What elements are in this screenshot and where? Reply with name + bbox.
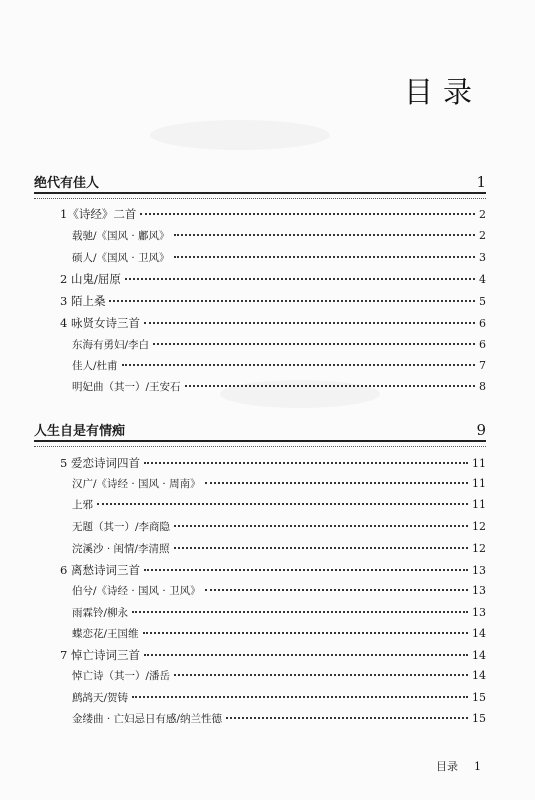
toc-entry (72, 250, 486, 265)
entry-title: 金缕曲 · 亡妇忌日有感/纳兰性德 (72, 713, 223, 725)
entry-title: 佳人/杜甫 (72, 360, 118, 372)
entry-page: 2 (479, 208, 486, 221)
toc-entry (72, 626, 486, 641)
entry-page: 11 (472, 498, 486, 511)
entry-title: 汉广/《诗经 · 国风 · 周南》 (72, 478, 201, 490)
section-rule (34, 192, 486, 194)
entry-page: 3 (479, 251, 486, 264)
entry-page: 14 (472, 649, 486, 662)
entry-page: 8 (479, 380, 486, 393)
leader-dots (143, 632, 468, 634)
entry-title: 1《诗经》二首 (60, 207, 137, 221)
section-title: 人生自是有情痴 (34, 424, 126, 439)
toc-entry (72, 476, 486, 491)
entry-page: 6 (479, 338, 486, 351)
entry-title: 5 爱恋诗词四首 (60, 456, 140, 470)
toc-entry (60, 206, 486, 222)
toc-entry (60, 647, 486, 663)
toc-entry (72, 228, 486, 243)
leader-dots (153, 343, 475, 345)
leader-dots (144, 322, 475, 324)
entry-page: 7 (479, 359, 486, 372)
entry-title: 硕人/《国风 · 卫风》 (72, 252, 170, 264)
leader-dots (97, 503, 468, 505)
toc-entry (60, 315, 486, 331)
entry-page: 12 (472, 520, 486, 533)
leader-dots (144, 462, 468, 464)
leader-dots (140, 213, 475, 215)
section-rule (34, 440, 486, 442)
toc-entry (72, 711, 486, 726)
toc-entry (72, 497, 486, 512)
entry-page: 11 (472, 477, 486, 490)
leader-dots (125, 278, 475, 280)
entry-title: 上邪 (72, 499, 93, 511)
entry-title: 载驰/《国风 · 鄘风》 (72, 230, 170, 242)
toc-entry (60, 271, 486, 287)
entry-page: 13 (472, 584, 486, 597)
leader-dots (122, 364, 475, 366)
entry-page: 6 (479, 317, 486, 330)
toc-entry (72, 379, 486, 394)
entry-page: 15 (472, 712, 486, 725)
leader-dots (174, 525, 468, 527)
toc-entry (72, 358, 486, 373)
toc-entry (60, 293, 486, 309)
leader-dots (109, 300, 475, 302)
entry-title: 伯兮/《诗经 · 国风 · 卫风》 (72, 585, 201, 597)
entry-title: 蝶恋花/王国维 (72, 628, 139, 640)
entry-title: 东海有勇妇/李白 (72, 339, 150, 351)
entry-page: 14 (472, 669, 486, 682)
leader-dots (174, 674, 468, 676)
entry-title: 悼亡诗（其一）/潘岳 (72, 670, 171, 682)
section-dotted-rule (34, 446, 486, 447)
toc-entry (72, 519, 486, 534)
leader-dots (226, 717, 468, 719)
entry-page: 2 (479, 229, 486, 242)
leader-dots (205, 589, 468, 591)
toc-entry (72, 583, 486, 598)
entry-title: 4 咏贤女诗三首 (60, 316, 140, 330)
section-dotted-rule (34, 198, 486, 199)
leader-dots (174, 547, 468, 549)
entry-page: 5 (479, 295, 486, 308)
leader-dots (174, 234, 475, 236)
entry-page: 12 (472, 542, 486, 555)
leader-dots (144, 654, 468, 656)
page-title: 目录 (404, 75, 483, 109)
entry-title: 鹧鸪天/贺铸 (72, 692, 129, 704)
leader-dots (174, 256, 475, 258)
entry-title: 明妃曲（其一）/王安石 (72, 381, 181, 393)
entry-title: 2 山鬼/屈原 (60, 272, 121, 286)
section-heading (34, 172, 486, 191)
toc-entry (72, 668, 486, 683)
page-footer (436, 758, 497, 774)
entry-page: 13 (472, 606, 486, 619)
leader-dots (144, 569, 468, 571)
entry-title: 6 离愁诗词三首 (60, 563, 140, 577)
entry-page: 14 (472, 627, 486, 640)
footer-label: 目录 (436, 760, 458, 773)
entry-title: 3 陌上桑 (60, 294, 106, 308)
section-page: 1 (476, 173, 486, 191)
toc-entry (60, 455, 486, 471)
section-page: 9 (476, 421, 486, 439)
toc-entry (60, 562, 486, 578)
toc-entry (72, 337, 486, 352)
section-title: 绝代有佳人 (34, 176, 100, 191)
toc-entry (72, 690, 486, 705)
entry-title: 无题（其一）/李商隐 (72, 521, 171, 533)
entry-page: 15 (472, 691, 486, 704)
leader-dots (185, 385, 475, 387)
entry-title: 浣溪沙 · 闺情/李清照 (72, 543, 170, 555)
leader-dots (205, 482, 468, 484)
entry-page: 4 (479, 273, 486, 286)
footer-page-number: 1 (474, 760, 481, 773)
entry-page: 13 (472, 564, 486, 577)
toc-entry (72, 605, 486, 620)
toc-entry (72, 541, 486, 556)
entry-title: 7 悼亡诗词三首 (60, 648, 140, 662)
entry-title: 雨霖铃/柳永 (72, 607, 129, 619)
leader-dots (132, 696, 468, 698)
entry-page: 11 (472, 457, 486, 470)
section-heading (34, 420, 486, 439)
leader-dots (132, 611, 468, 613)
